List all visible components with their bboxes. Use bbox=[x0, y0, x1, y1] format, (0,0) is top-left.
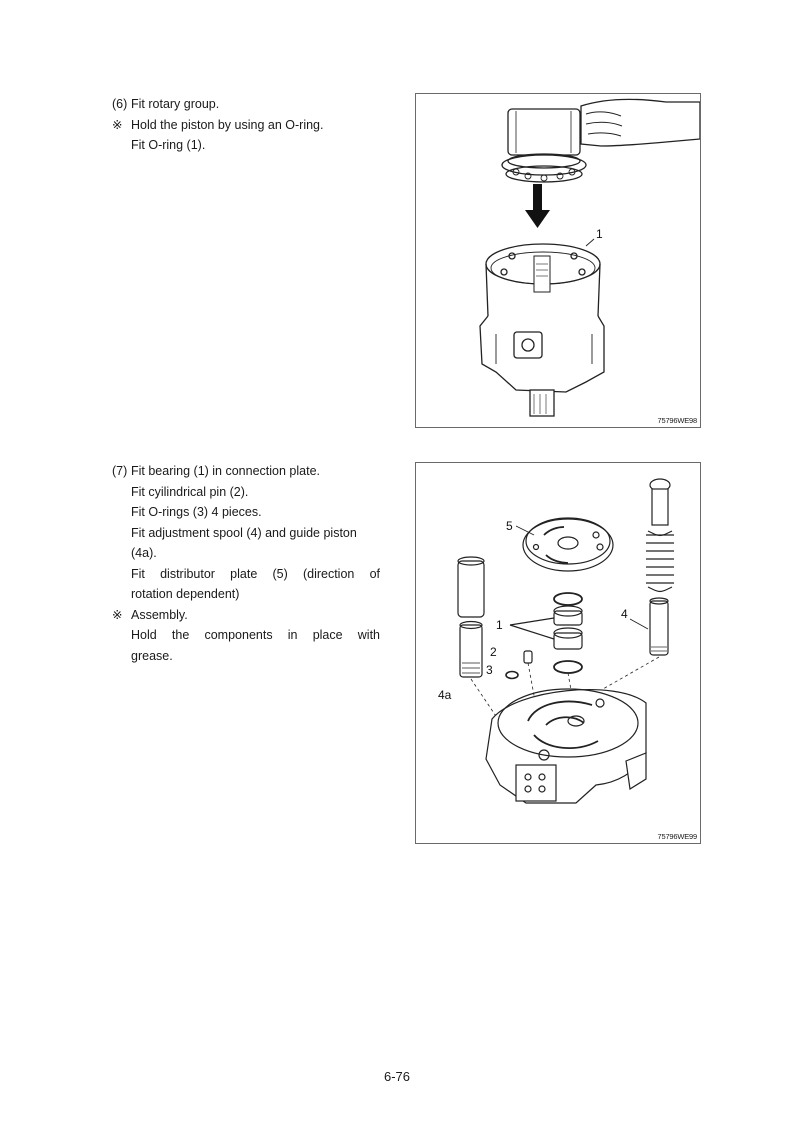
page-number: 6-76 bbox=[383, 1069, 411, 1084]
step-7-line-1: (7) Fit bearing (1) in connection plate. bbox=[112, 464, 320, 478]
step-7-note-line-3: grease. bbox=[131, 648, 173, 663]
step-7-line-3: Fit O-rings (3) 4 pieces. bbox=[131, 505, 262, 519]
step-7-note-line: ※ Assembly. bbox=[112, 605, 380, 626]
step-6-note-line: ※ Hold the piston by using an O-ring. bbox=[112, 115, 380, 136]
rotary-group-illustration bbox=[416, 94, 700, 427]
step-7-line-2: Fit cyilindrical pin (2). bbox=[131, 484, 249, 499]
figure-rotary-group bbox=[415, 93, 701, 428]
figure-code: 75796WE99 bbox=[657, 832, 697, 841]
step-6-title-line: (6) Fit rotary group. bbox=[112, 97, 220, 111]
note-mark-icon: ※ bbox=[112, 607, 123, 622]
step-7-note-line-2: Hold the components in place with bbox=[131, 628, 380, 642]
step-6-text bbox=[112, 94, 380, 156]
figure-connection-plate bbox=[415, 462, 701, 844]
step-7-line-7: rotation dependent) bbox=[131, 587, 240, 601]
step-7-line-6: Fit distributor plate (5) (direction of bbox=[131, 566, 380, 581]
step-7-text bbox=[112, 461, 380, 666]
step-6-line-3: Fit O-ring (1). bbox=[131, 138, 206, 152]
callout-1: 1 bbox=[596, 227, 603, 241]
callout-2: 2 bbox=[490, 645, 497, 659]
callout-1: 1 bbox=[496, 618, 503, 632]
callout-4a: 4a bbox=[438, 688, 452, 702]
connection-plate-illustration bbox=[416, 463, 700, 843]
callout-5: 5 bbox=[506, 519, 513, 533]
figure-code: 75796WE98 bbox=[657, 416, 697, 425]
step-7-line-4: Fit adjustment spool (4) and guide piston bbox=[131, 525, 357, 540]
callout-4: 4 bbox=[621, 607, 628, 621]
step-7-line-5: (4a). bbox=[131, 546, 157, 560]
callout-3: 3 bbox=[486, 663, 493, 677]
note-mark-icon: ※ bbox=[112, 117, 123, 132]
